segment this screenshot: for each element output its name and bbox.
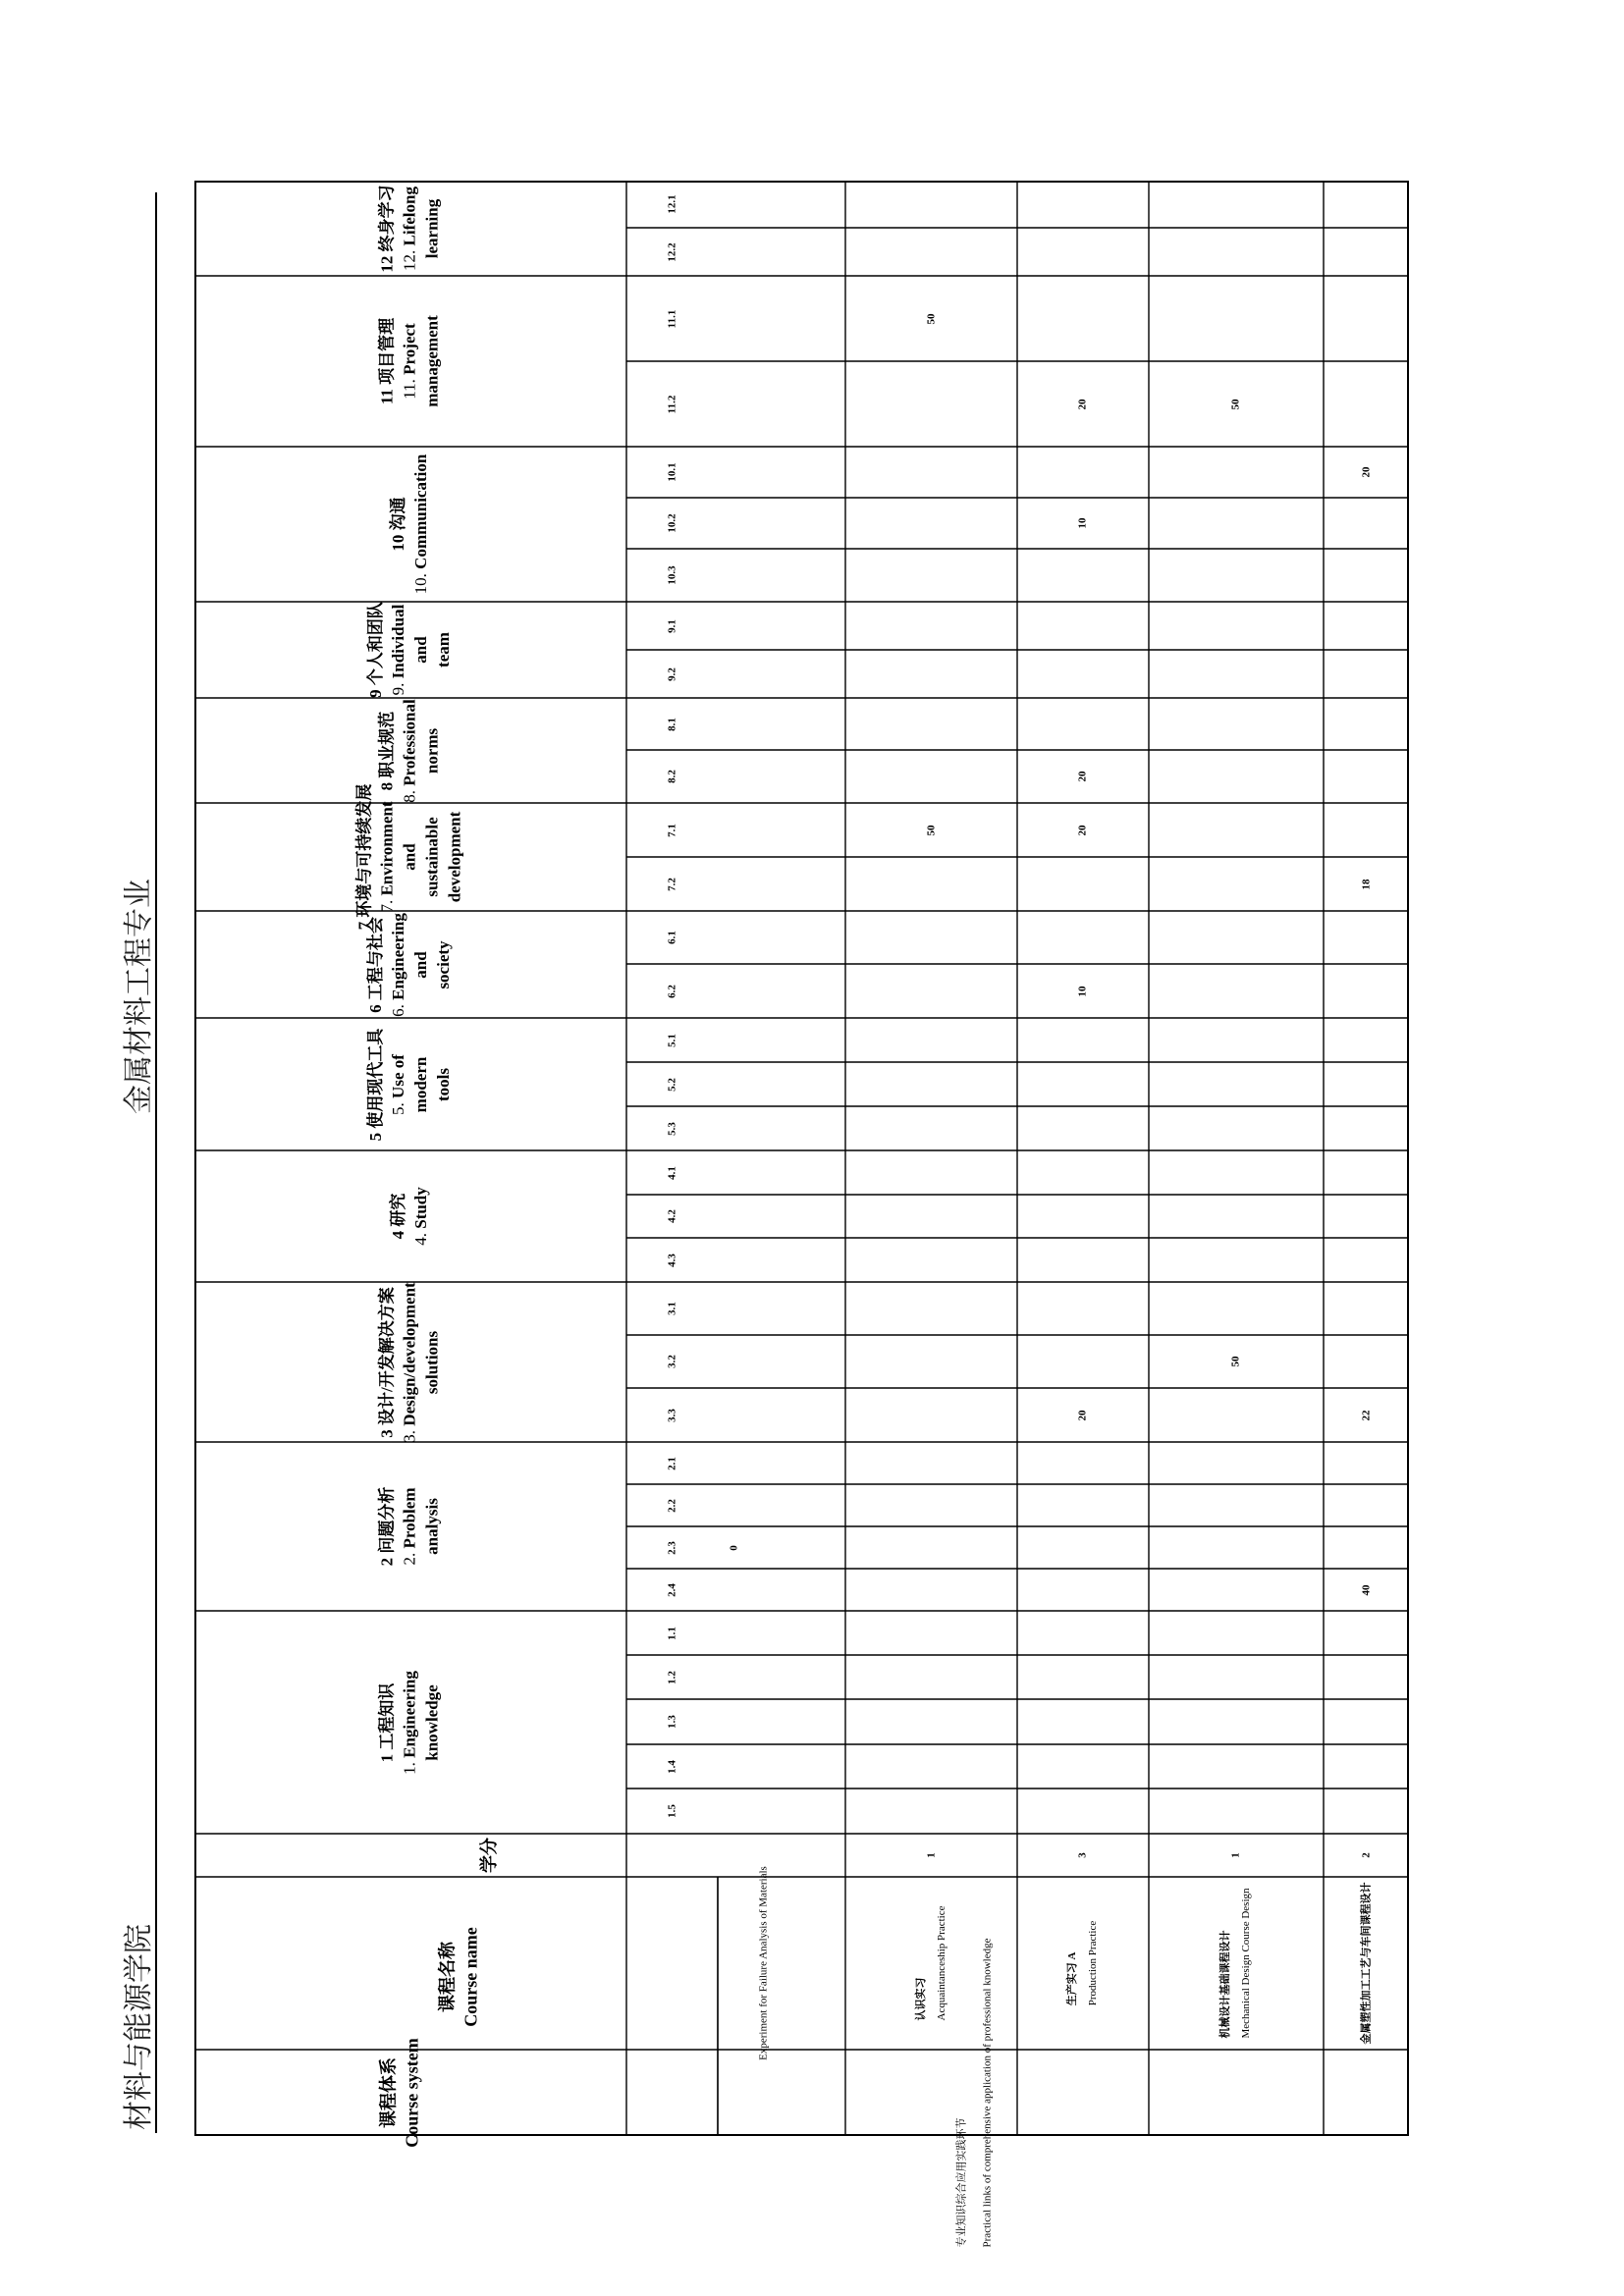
course-system-header: 课程体系 Course system (378, 2038, 422, 2148)
course-credit-1: 3 (1076, 1852, 1089, 1858)
matrix-value-3-2.4: 40 (1360, 1584, 1373, 1595)
requirement-header-3: 3 设计/开发解决方案 3. Design/development solutions (377, 1281, 442, 1443)
course-credit-3: 2 (1360, 1852, 1373, 1858)
sub-indicator-5.2: 5.2 (666, 1077, 678, 1092)
requirement-header-1: 1 工程知识 1. Engineering knowledge (377, 1670, 442, 1775)
sub-indicator-5.3: 5.3 (666, 1121, 678, 1136)
sub-indicator-10.1: 10.1 (666, 462, 678, 482)
sub-indicator-8.1: 8.1 (666, 717, 678, 731)
requirement-header-4: 4 研究 4. Study (389, 1187, 430, 1246)
sub-indicator-2.3: 2.3 (666, 1540, 678, 1555)
matrix-value-2-3.2: 50 (1229, 1356, 1242, 1367)
sub-indicator-2.4: 2.4 (666, 1582, 678, 1597)
sub-indicator-7.2: 7.2 (666, 877, 678, 891)
course-name-1: 生产实习 A Production Practice (1066, 1920, 1099, 2006)
sub-indicator-3.2: 3.2 (666, 1355, 678, 1368)
requirement-header-6: 6 工程与社会 6. Engineering and society (366, 912, 453, 1017)
sub-indicator-10.3: 10.3 (666, 565, 678, 585)
school-name: 材料与能源学院 (123, 1924, 155, 2130)
sub-indicator-7.1: 7.1 (666, 823, 678, 837)
requirement-header-8: 8 职业规范 8. Professional norms (377, 698, 442, 803)
sub-indicator-2.2: 2.2 (666, 1498, 678, 1513)
matrix-value-2-11.2: 50 (1229, 399, 1242, 409)
system-group-label: 专业知识综合应用实践环节 Practical links of comprehensive application of professional knowledge (955, 1938, 994, 2248)
sub-indicator-5.1: 5.1 (666, 1033, 678, 1047)
requirement-header-7: 7 环境与可持续发展 7. Environment and sustainable development (354, 783, 464, 931)
requirement-header-12: 12 终身学习 12. Lifelong learning (377, 184, 442, 273)
sub-indicator-11.2: 11.2 (666, 395, 678, 413)
matrix-value-0-11.1: 50 (925, 313, 938, 324)
sub-indicator-4.3: 4.3 (666, 1253, 678, 1267)
course-credit-0: 1 (925, 1852, 938, 1858)
matrix-value-1-10.2: 10 (1076, 517, 1089, 529)
matrix-value-1-7.1: 20 (1076, 825, 1089, 835)
sub-indicator-11.1: 11.1 (666, 309, 678, 328)
sub-indicator-1.3: 1.3 (666, 1715, 678, 1729)
matrix-value-1-3.3: 20 (1076, 1410, 1089, 1420)
sub-indicator-8.2: 8.2 (666, 770, 678, 783)
matrix-value-1-11.2: 20 (1076, 399, 1089, 409)
course-credit-2: 1 (1229, 1852, 1242, 1858)
sub-indicator-12.1: 12.1 (666, 194, 678, 214)
sub-indicator-4.2: 4.2 (666, 1209, 678, 1223)
table-border (195, 182, 1408, 2135)
course-name-3: 金属塑性加工工艺与车间课程设计 (1360, 1882, 1373, 2045)
requirement-header-5: 5 使用现代工具 5. Use of modern tools (366, 1028, 453, 1141)
requirement-header-2: 2 问题分析 2. Problem analysis (377, 1486, 442, 1567)
sub-indicator-9.1: 9.1 (666, 618, 678, 633)
sub-indicator-2.1: 2.1 (666, 1456, 678, 1470)
major-name: 金属材料工程专业 (123, 879, 155, 1114)
matrix-value-1-6.2: 10 (1076, 986, 1089, 996)
course-name-0: 认识实习 Acquaintanceship Practice (914, 1905, 947, 2021)
requirement-header-11: 11 项目管理 11. Project management (377, 315, 442, 407)
sub-indicator-4.1: 4.1 (666, 1165, 678, 1180)
sub-indicator-3.3: 3.3 (666, 1408, 678, 1422)
matrix-value-0-7.1: 50 (925, 825, 938, 835)
sub-indicator-12.2: 12.2 (666, 241, 678, 262)
credit-header: 学分 (478, 1838, 499, 1873)
sub-indicator-3.1: 3.1 (666, 1302, 678, 1315)
matrix-value-3-10.1: 20 (1360, 466, 1373, 478)
course-name-header: 课程名称 Course name (437, 1927, 481, 2027)
course-matrix-table (194, 181, 1409, 2248)
sub-indicator-9.2: 9.2 (666, 667, 678, 681)
sub-indicator-6.2: 6.2 (666, 984, 678, 998)
matrix-value-extra: 0 (728, 1544, 740, 1551)
sub-indicator-1.4: 1.4 (666, 1759, 678, 1774)
sub-indicator-1.5: 1.5 (666, 1804, 678, 1818)
pre-row-course-name: Experiment for Failure Analysis of Materials (757, 1866, 770, 2060)
matrix-value-1-8.2: 20 (1076, 771, 1089, 782)
sub-indicator-6.1: 6.1 (666, 931, 678, 944)
header-rule (155, 192, 157, 2133)
requirement-header-9: 9 个人和团队 9. Individual and team (366, 602, 453, 698)
sub-indicator-1.2: 1.2 (666, 1670, 678, 1684)
matrix-value-3-7.2: 18 (1360, 879, 1373, 889)
course-name-2: 机械设计基础课程设计 Mechanical Design Course Design (1219, 1888, 1252, 2039)
sub-indicator-10.2: 10.2 (666, 513, 678, 533)
sub-indicator-1.1: 1.1 (666, 1626, 678, 1640)
requirement-header-10: 10 沟通 10. Communication (389, 454, 430, 595)
matrix-value-3-3.3: 22 (1360, 1410, 1373, 1420)
table-grid (194, 181, 1409, 2136)
